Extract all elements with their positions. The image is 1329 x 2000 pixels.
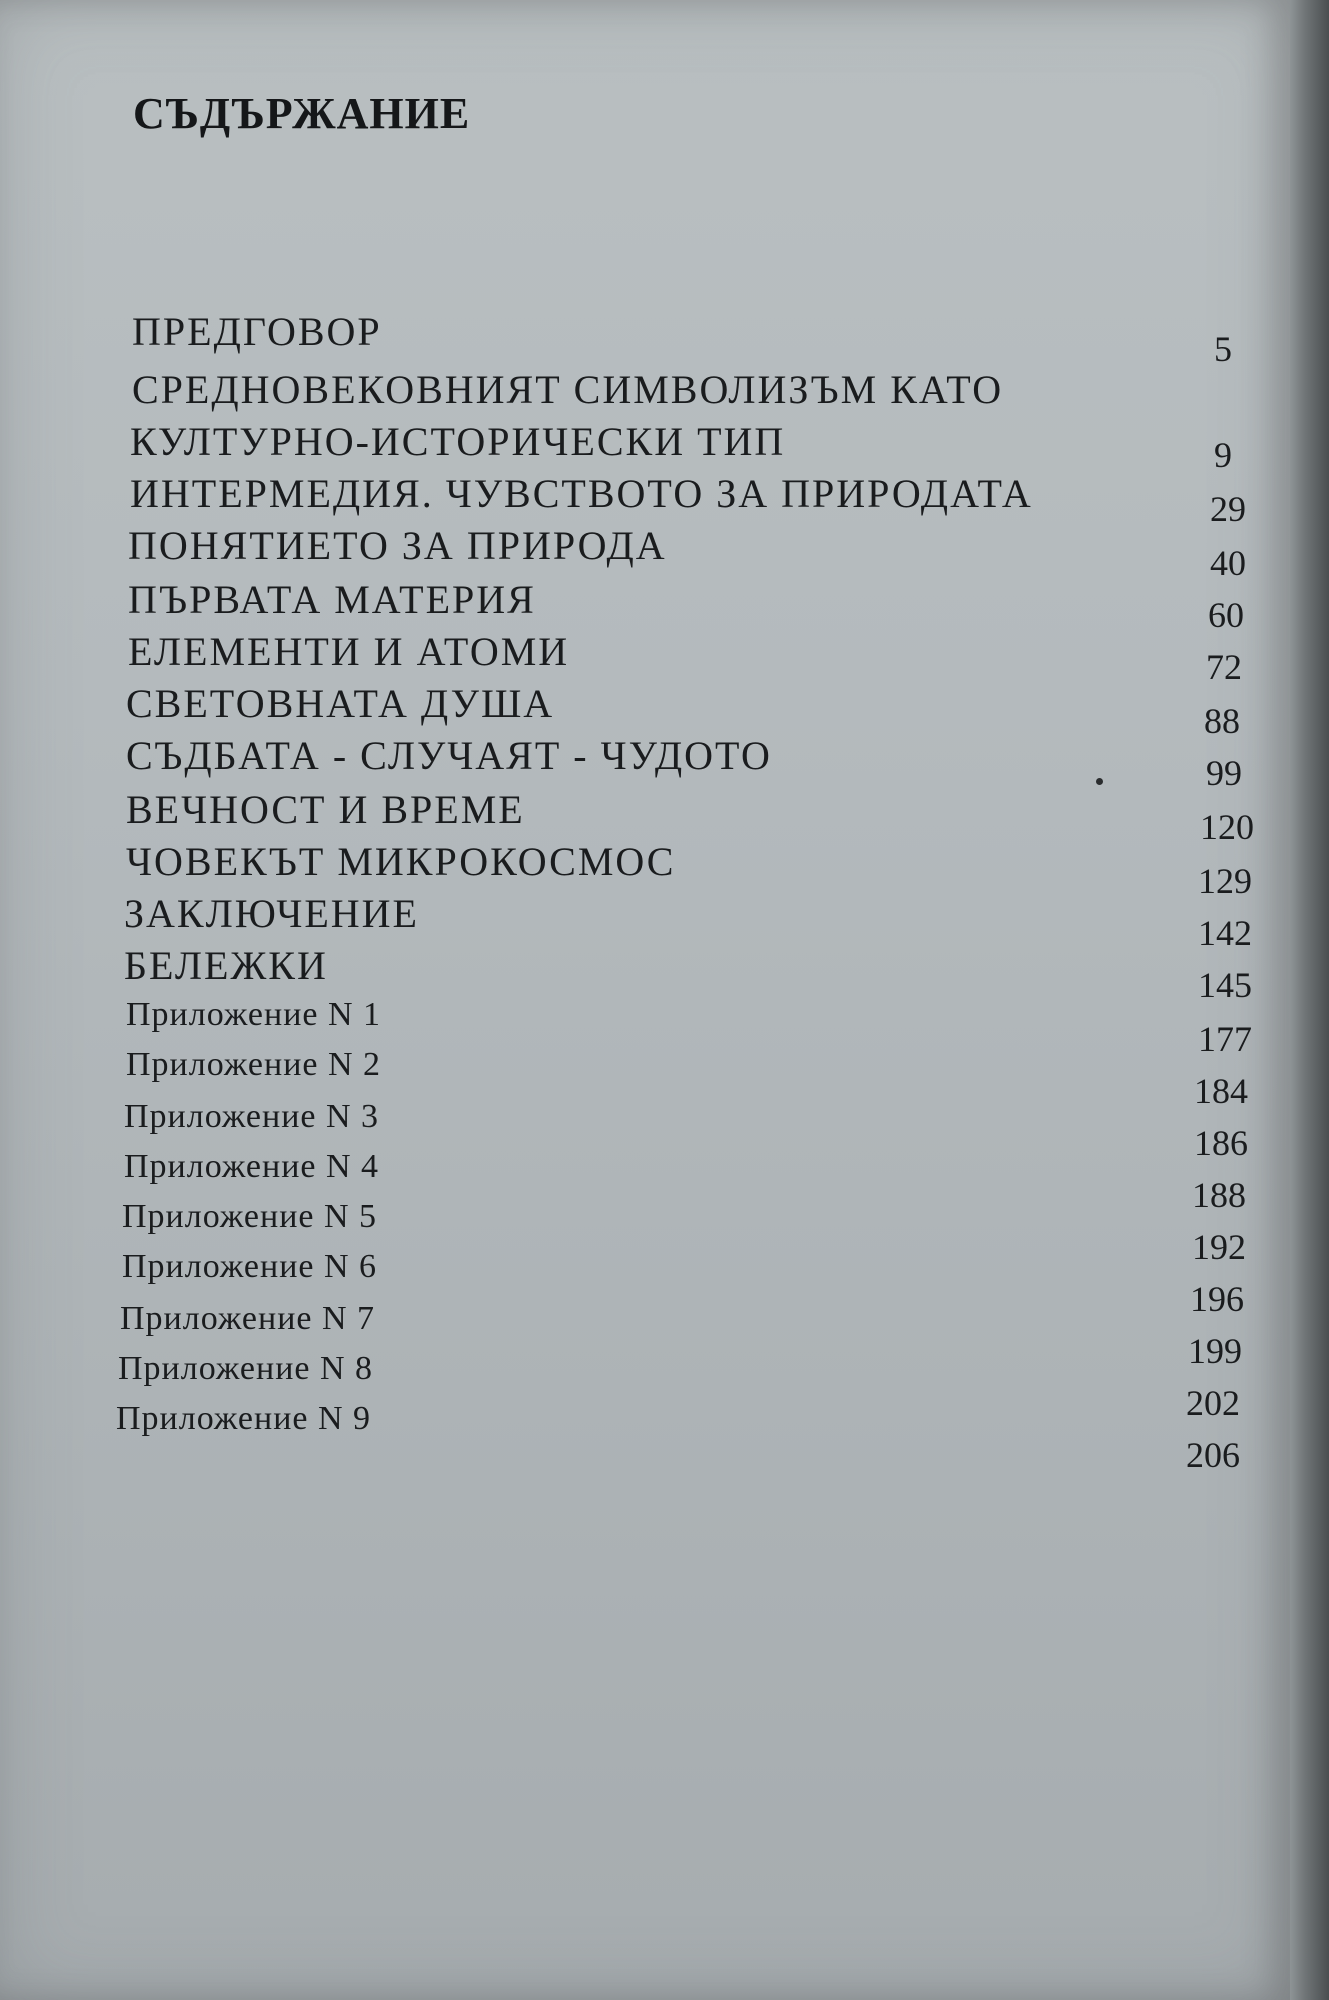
- toc-page-number: 88: [1204, 701, 1240, 741]
- toc-page-number: 60: [1208, 595, 1244, 635]
- toc-entry-title: Приложение N 1: [126, 996, 382, 1033]
- contents-heading: СЪДЪРЖАНИЕ: [133, 89, 471, 138]
- toc-page-number: 202: [1186, 1383, 1240, 1423]
- toc-page-number: 142: [1198, 913, 1252, 953]
- toc-page-number: 29: [1210, 489, 1246, 529]
- toc-entry-title: КУЛТУРНО-ИСТОРИЧЕСКИ ТИП: [130, 419, 786, 464]
- toc-page-number: 177: [1198, 1019, 1252, 1059]
- toc-page-number: 40: [1210, 543, 1246, 583]
- toc-page-number: 192: [1192, 1227, 1246, 1267]
- toc-entry-title: БЕЛЕЖКИ: [124, 943, 328, 988]
- toc-entry-title: Приложение N 9: [116, 1400, 372, 1437]
- toc-entry-title: СЪДБАТА - СЛУЧАЯТ - ЧУДОТО: [126, 733, 772, 778]
- toc-entry-title: Приложение N 2: [126, 1046, 382, 1083]
- toc-entry-title: Приложение N 4: [124, 1148, 380, 1185]
- toc-page-number: 120: [1200, 807, 1254, 847]
- toc-entry-title: Приложение N 6: [122, 1248, 378, 1285]
- toc-page-number: 196: [1190, 1279, 1244, 1319]
- toc-page-number: 5: [1214, 329, 1232, 369]
- toc-entry-title: Приложение N 3: [124, 1098, 380, 1135]
- toc-page-number: 145: [1198, 965, 1252, 1005]
- toc-page-number: 72: [1206, 647, 1242, 687]
- toc-page-number: 129: [1198, 861, 1252, 901]
- toc-entry-title: ПОНЯТИЕТО ЗА ПРИРОДА: [128, 523, 667, 568]
- toc-page-number: 9: [1214, 435, 1232, 475]
- toc-page-number: 188: [1192, 1175, 1246, 1215]
- toc-entry-title: ПРЕДГОВОР: [132, 309, 382, 354]
- toc-entry-title: ЧОВЕКЪТ МИКРОКОСМОС: [126, 839, 676, 884]
- toc-entry-title: СВЕТОВНАТА ДУША: [126, 681, 555, 726]
- toc-entry-title: ЕЛЕМЕНТИ И АТОМИ: [128, 629, 570, 674]
- toc-entry-title: ПЪРВАТА МАТЕРИЯ: [128, 577, 536, 622]
- toc-page-number: 199: [1188, 1331, 1242, 1371]
- page-edge: [1290, 0, 1329, 2000]
- print-speck: [1096, 778, 1103, 785]
- toc-entry-title: Приложение N 5: [122, 1198, 378, 1235]
- toc-entry-title: ВЕЧНОСТ И ВРЕМЕ: [126, 787, 525, 832]
- toc-page-number: 99: [1206, 753, 1242, 793]
- toc-entry-title: Приложение N 7: [120, 1300, 376, 1337]
- toc-page-number: 186: [1194, 1123, 1248, 1163]
- toc-entry-title: ЗАКЛЮЧЕНИЕ: [124, 891, 419, 936]
- toc-page-number: 206: [1186, 1435, 1240, 1475]
- toc-entry-title: Приложение N 8: [118, 1350, 374, 1387]
- toc-page-number: 184: [1194, 1071, 1248, 1111]
- toc-entry-title: СРЕДНОВЕКОВНИЯТ СИМВОЛИЗЪМ КАТО: [132, 367, 1004, 412]
- toc-entry-title: ИНТЕРМЕДИЯ. ЧУВСТВОТО ЗА ПРИРОДАТА: [130, 471, 1033, 516]
